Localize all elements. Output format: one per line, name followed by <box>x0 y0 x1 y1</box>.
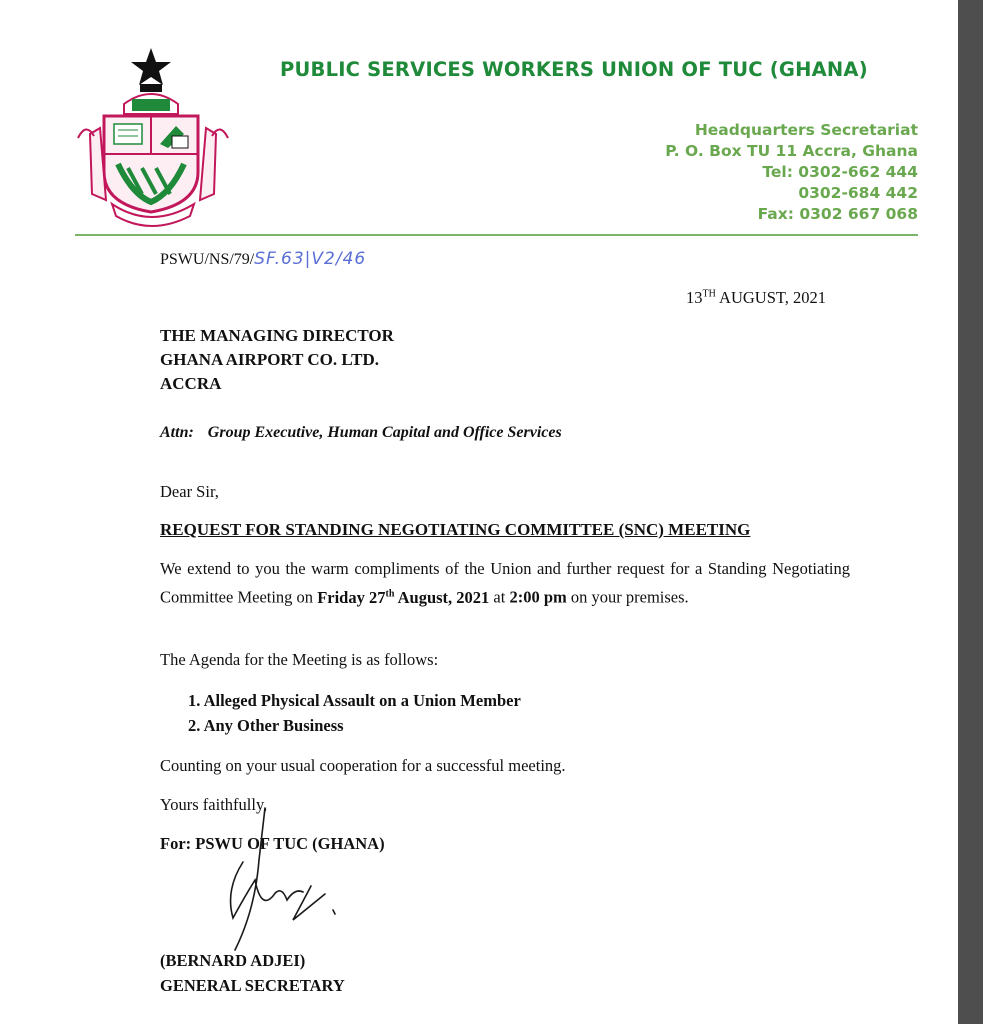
attention-value: Group Executive, Human Capital and Office Services <box>207 424 562 441</box>
hq-line: P. O. Box TU 11 Accra, Ghana <box>665 142 918 160</box>
date-day: 13 <box>686 288 703 307</box>
attention-line <box>160 424 562 442</box>
valediction: Yours faithfully, <box>160 795 268 814</box>
reference-handwritten: SF.63|V2/46 <box>254 249 367 269</box>
meeting-day: Friday 27 <box>317 587 386 607</box>
date-suffix: TH <box>702 288 716 300</box>
hq-line: 0302-684 442 <box>798 184 918 202</box>
hq-line: Tel: 0302-662 444 <box>762 163 918 181</box>
signatory-title: GENERAL SECRETARY <box>160 976 345 995</box>
meeting-date <box>317 588 489 607</box>
letter-date <box>686 288 826 308</box>
recipient-line: GHANA AIRPORT CO. LTD. <box>160 350 380 369</box>
salutation: Dear Sir, <box>160 482 219 501</box>
agenda-intro: The Agenda for the Meeting is as follows: <box>160 650 439 669</box>
attention-label: Attn: <box>160 424 194 441</box>
handwritten-signature <box>215 800 345 970</box>
body-paragraph <box>160 556 850 610</box>
agenda-item: 1. Alleged Physical Assault on a Union Member <box>188 691 521 710</box>
agenda-list <box>188 688 521 738</box>
date-rest: AUGUST, 2021 <box>715 288 827 307</box>
hq-line: Fax: 0302 667 068 <box>757 205 918 223</box>
union-crest-logo <box>72 44 234 230</box>
recipient-line: THE MANAGING DIRECTOR <box>160 326 394 345</box>
meeting-time: 2:00 pm <box>509 587 567 607</box>
reference-printed: PSWU/NS/79/ <box>160 251 255 268</box>
signatory-block <box>160 948 345 998</box>
recipient-address <box>160 324 394 396</box>
signatory-name: (BERNARD ADJEI) <box>160 951 306 970</box>
organization-name: PUBLIC SERVICES WORKERS UNION OF TUC (GHANA) <box>280 58 868 81</box>
reference-number <box>160 249 366 269</box>
viewer-background-edge <box>958 0 983 1024</box>
body-text: We extend to you the warm compliments of the Union and further request for a Standing Negotiating Committee Meeting on <box>160 559 850 607</box>
headquarters-contact-block <box>665 120 918 225</box>
for-line: For: PSWU OF TUC (GHANA) <box>160 834 385 853</box>
letterhead-divider <box>75 234 918 236</box>
meeting-month-year: August, 2021 <box>394 587 490 607</box>
crest-star <box>131 48 171 85</box>
subject-heading: REQUEST FOR STANDING NEGOTIATING COMMITTEE (SNC) MEETING <box>160 520 751 539</box>
closing-sentence: Counting on your usual cooperation for a successful meeting. <box>160 756 566 775</box>
agenda-item: 2. Any Other Business <box>188 716 344 735</box>
meeting-day-suffix: th <box>385 588 395 599</box>
hq-line: Headquarters Secretariat <box>694 121 918 139</box>
recipient-line: ACCRA <box>160 374 222 393</box>
body-text: on your premises. <box>566 587 689 607</box>
body-text: at <box>489 587 510 607</box>
